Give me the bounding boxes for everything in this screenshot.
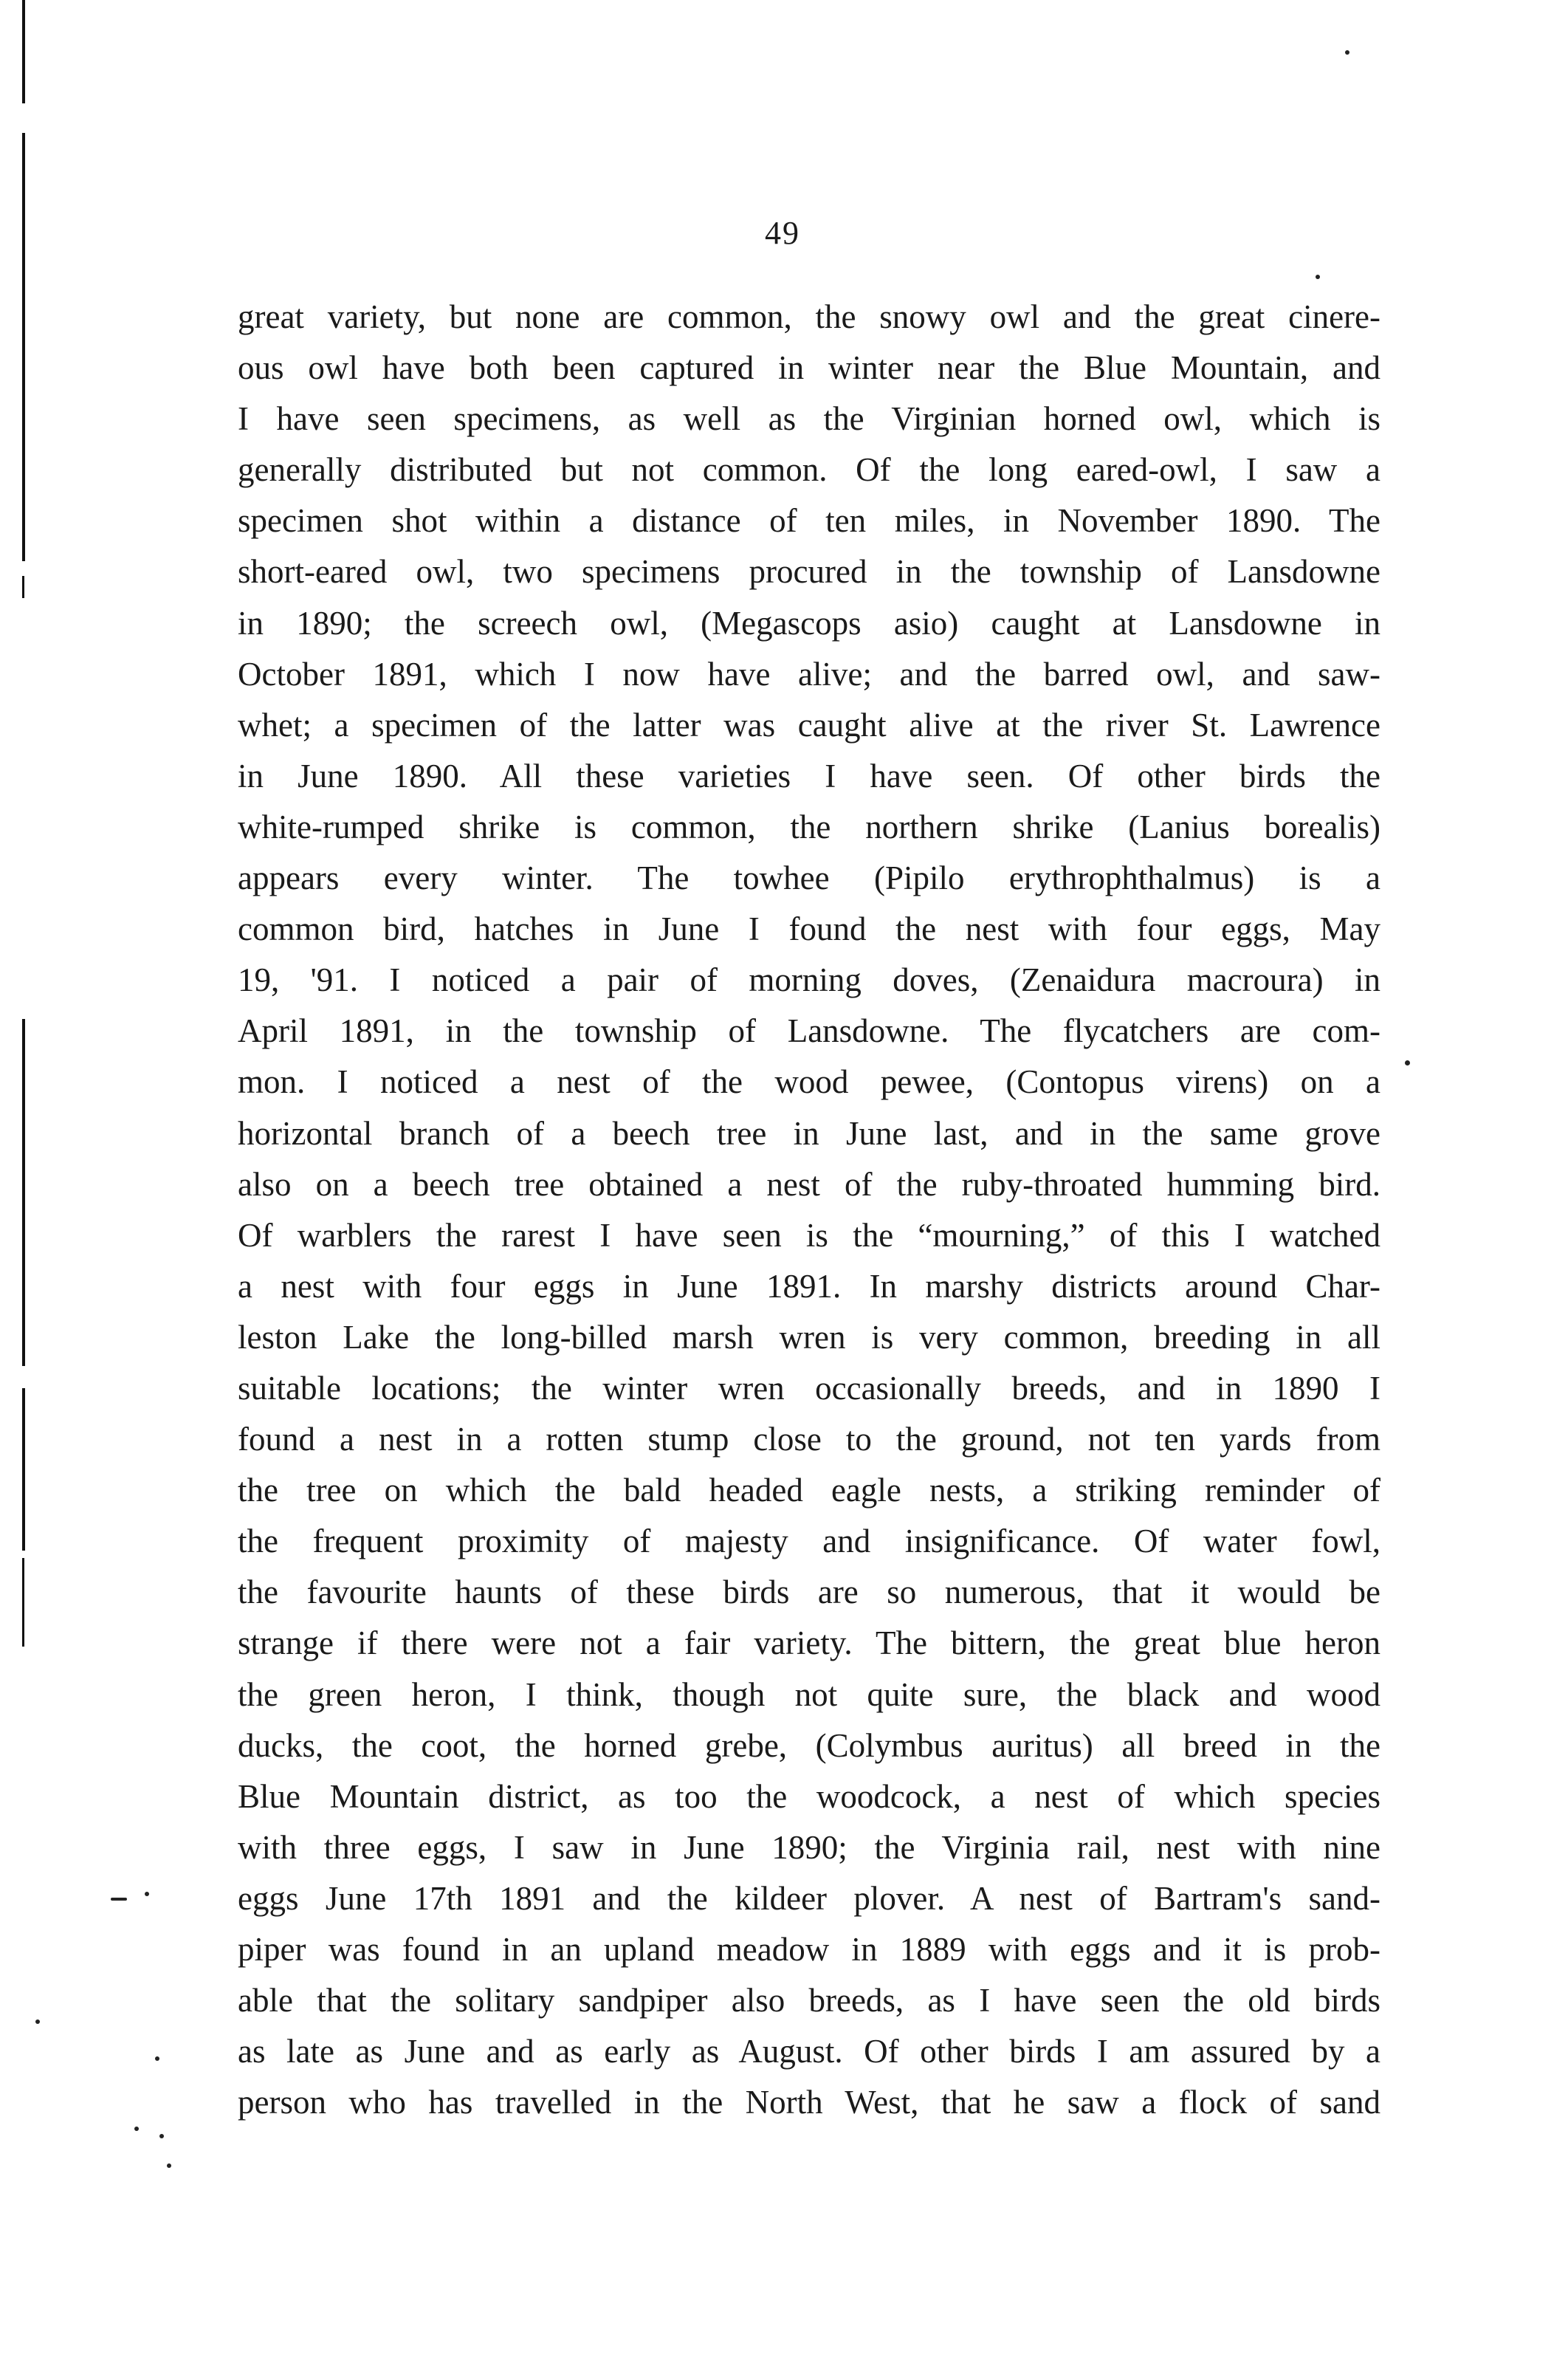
scan-edge-line — [22, 1388, 25, 1551]
text-line: October 1891, which I now have alive; and the barred owl, and saw- — [238, 655, 1380, 693]
body-text — [238, 292, 1380, 2128]
text-line: 19, '91. I noticed a pair of morning doves, (Zenaidura macroura) in — [238, 961, 1380, 999]
scan-speck — [167, 2163, 171, 2168]
text-line: white-rumped shrike is common, the northern shrike (Lanius borealis) — [238, 808, 1380, 845]
scan-speck — [1345, 50, 1349, 55]
text-line: in June 1890. All these varieties I have seen. Of other birds the — [238, 757, 1380, 795]
text-line: eggs June 17th 1891 and the kildeer plover. A nest of Bartram's sand- — [238, 1879, 1380, 1917]
text-line: short-eared owl, two specimens procured in the township of Lansdowne — [238, 553, 1380, 591]
text-line: horizontal branch of a beech tree in June last, and in the same grove — [238, 1114, 1380, 1152]
text-line: strange if there were not a fair variety. The bittern, the great blue heron — [238, 1624, 1380, 1662]
scan-speck — [35, 2019, 40, 2024]
scan-speck — [1405, 1060, 1410, 1065]
text-line: suitable locations; the winter wren occasionally breeds, and in 1890 I — [238, 1369, 1380, 1407]
text-line: the green heron, I think, though not quite sure, the black and wood — [238, 1675, 1380, 1713]
scan-speck — [159, 2134, 164, 2138]
text-line: Blue Mountain district, as too the woodcock, a nest of which species — [238, 1777, 1380, 1815]
text-line: great variety, but none are common, the snowy owl and the great cinere- — [238, 298, 1380, 335]
text-line: specimen shot within a distance of ten miles, in November 1890. The — [238, 502, 1380, 540]
scan-edge-line — [22, 1558, 24, 1647]
text-line: also on a beech tree obtained a nest of the ruby-throated humming bird. — [238, 1165, 1380, 1203]
scan-speck — [145, 1892, 149, 1896]
scan-edge-line — [22, 1019, 25, 1366]
text-line: whet; a specimen of the latter was caught alive at the river St. Lawrence — [238, 706, 1380, 744]
text-line: found a nest in a rotten stump close to the ground, not ten yards from — [238, 1421, 1380, 1458]
text-line: able that the solitary sandpiper also breeds, as I have seen the old birds — [238, 1982, 1380, 2019]
scan-speck — [111, 1898, 127, 1901]
text-line: the favourite haunts of these birds are so numerous, that it would be — [238, 1573, 1380, 1611]
text-line: the frequent proximity of majesty and insignificance. Of water fowl, — [238, 1523, 1380, 1560]
text-line: as late as June and as early as August. Of other birds I am assured by a — [238, 2033, 1380, 2070]
scan-edge-line — [22, 0, 25, 103]
scan-speck — [1316, 275, 1320, 279]
text-line: April 1891, in the township of Lansdowne. The flycatchers are com- — [238, 1012, 1380, 1050]
text-line: Of warblers the rarest I have seen is the “mourning,” of this I watched — [238, 1216, 1380, 1254]
page-number: 49 — [765, 215, 800, 251]
text-line: the tree on which the bald headed eagle nests, a striking reminder of — [238, 1472, 1380, 1509]
text-line: a nest with four eggs in June 1891. In marshy districts around Char- — [238, 1267, 1380, 1305]
scan-speck — [134, 2127, 139, 2131]
text-line: ducks, the coot, the horned grebe, (Colymbus auritus) all breed in the — [238, 1726, 1380, 1764]
text-line: with three eggs, I saw in June 1890; the Virginia rail, nest with nine — [238, 1828, 1380, 1866]
text-line: I have seen specimens, as well as the Virginian horned owl, which is — [238, 400, 1380, 438]
scan-edge-line — [22, 133, 25, 561]
scan-speck — [155, 2056, 159, 2061]
text-line: in 1890; the screech owl, (Megascops asio) caught at Lansdowne in — [238, 604, 1380, 642]
text-line: appears every winter. The towhee (Pipilo erythrophthalmus) is a — [238, 859, 1380, 897]
text-line: ous owl have both been captured in winter near the Blue Mountain, and — [238, 349, 1380, 387]
text-line: leston Lake the long-billed marsh wren is very common, breeding in all — [238, 1318, 1380, 1356]
text-line: person who has travelled in the North West, that he saw a flock of sand — [238, 2084, 1380, 2121]
text-line: piper was found in an upland meadow in 1889 with eggs and it is prob- — [238, 1931, 1380, 1968]
scan-edge-line — [22, 576, 24, 598]
text-line: generally distributed but not common. Of the long eared-owl, I saw a — [238, 451, 1380, 489]
text-line: mon. I noticed a nest of the wood pewee, (Contopus virens) on a — [238, 1063, 1380, 1101]
text-line: common bird, hatches in June I found the nest with four eggs, May — [238, 910, 1380, 948]
